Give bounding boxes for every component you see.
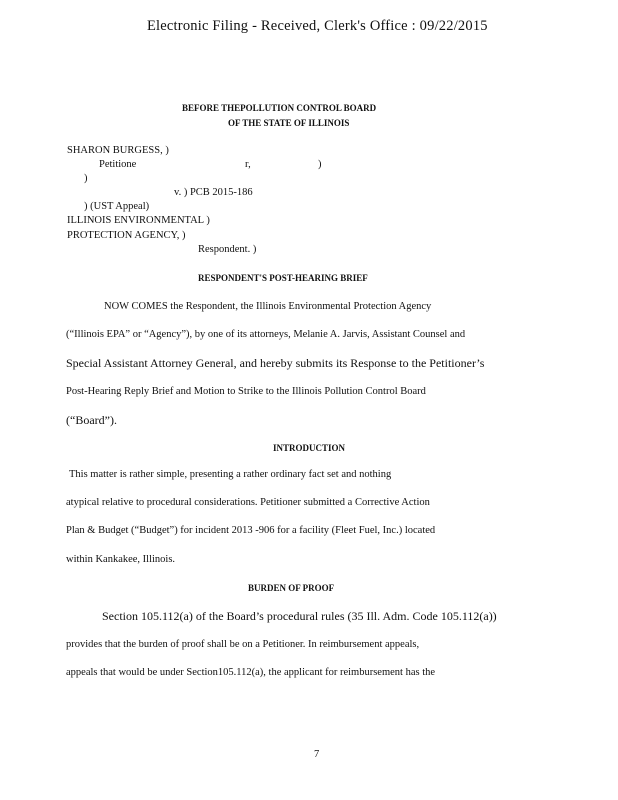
board-name-line1: BEFORE THEPOLLUTION CONTROL BOARD <box>182 103 377 113</box>
paragraph-line: Section 105.112(a) of the Board’s procedural rules (35 Ill. Adm. Code 105.112(a)) <box>102 609 497 623</box>
paragraph-line: NOW COMES the Respondent, the Illinois Environmental Protection Agency <box>104 301 432 312</box>
respondent-name-line2: PROTECTION AGENCY, ) <box>67 230 186 241</box>
paragraph-line: (“Illinois EPA” or “Agency”), by one of its attorneys, Melanie A. Jarvis, Assistant Counsel and <box>66 329 466 340</box>
respondent-name-line1: ILLINOIS ENVIRONMENTAL ) <box>67 215 210 226</box>
section-heading-burden-of-proof: BURDEN OF PROOF <box>248 583 335 593</box>
section-heading-introduction: INTRODUCTION <box>273 443 346 453</box>
board-name-line2: OF THE STATE OF ILLINOIS <box>228 118 350 128</box>
petitioner-label-end: r, <box>245 159 251 170</box>
respondent-label: Respondent. ) <box>198 244 257 255</box>
paragraph-line: Plan & Budget (“Budget”) for incident 2013 -906 for a facility (Fleet Fuel, Inc.) located <box>66 525 436 536</box>
paragraph-line: within Kankakee, Illinois. <box>66 554 176 565</box>
paragraph-line: (“Board”). <box>66 413 117 427</box>
petitioner-name: SHARON BURGESS, ) <box>67 145 169 156</box>
caption-paren: ) <box>318 159 322 170</box>
paragraph-line: appeals that would be under Section105.112(a), the applicant for reimbursement has the <box>66 667 436 678</box>
page-number: 7 <box>314 749 320 760</box>
caption-paren: ) <box>84 173 88 184</box>
case-number-line: v. ) PCB 2015-186 <box>174 187 253 198</box>
petitioner-label: Petitione <box>99 159 137 170</box>
paragraph-line: atypical relative to procedural considerations. Petitioner submitted a Corrective Action <box>66 497 430 508</box>
appeal-type-line: ) (UST Appeal) <box>84 201 150 212</box>
paragraph-line: provides that the burden of proof shall be on a Petitioner. In reimbursement appeals, <box>66 639 420 650</box>
filing-stamp: Electronic Filing - Received, Clerk's Office : 09/22/2015 <box>147 18 488 34</box>
paragraph-line: Special Assistant Attorney General, and hereby submits its Response to the Petitioner’s <box>66 356 485 370</box>
document-title: RESPONDENT'S POST-HEARING BRIEF <box>198 273 368 283</box>
paragraph-line: This matter is rather simple, presenting a rather ordinary fact set and nothing <box>69 469 392 480</box>
paragraph-line: Post-Hearing Reply Brief and Motion to Strike to the Illinois Pollution Control Board <box>66 386 426 397</box>
